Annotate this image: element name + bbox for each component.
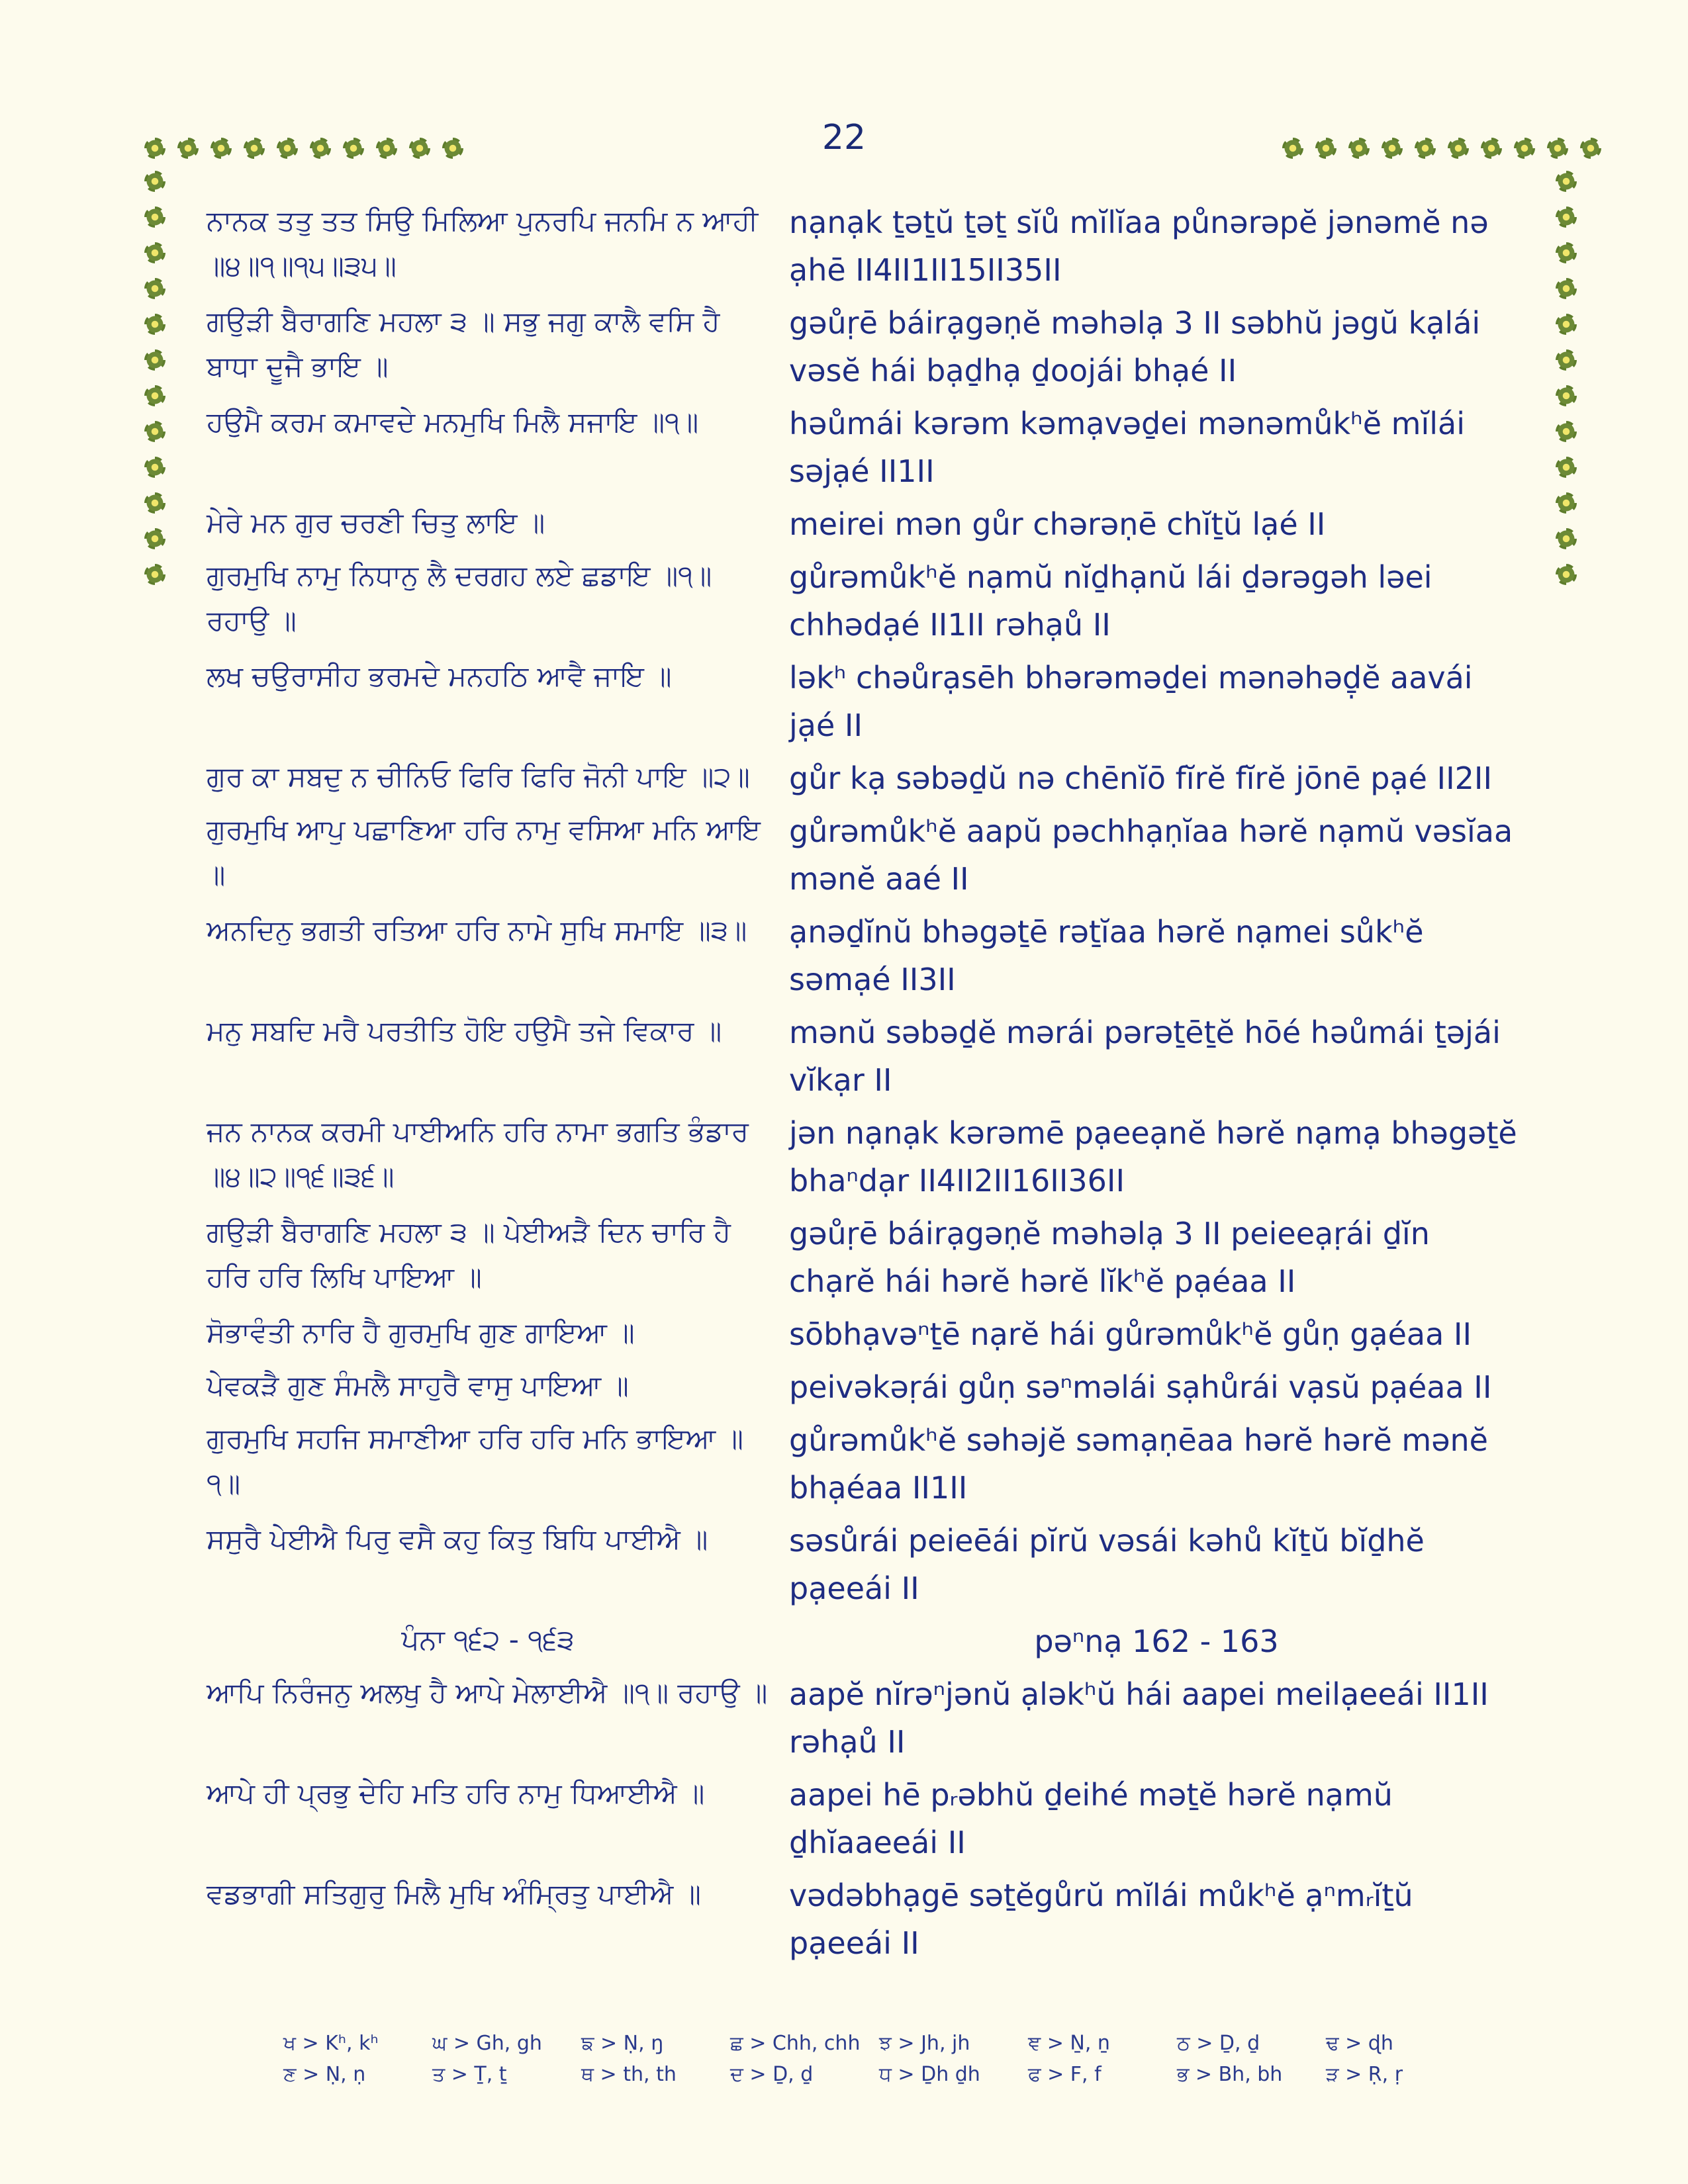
- flower-ornament-icon: [144, 206, 165, 228]
- flower-ornament-icon: [1556, 421, 1577, 442]
- transliteration-text: aapei hē pᵣəbhŭ ḏeihé məṯĕ hərĕ nạmŭ ḏhĭaaeeái II: [789, 1777, 1393, 1860]
- flower-ornament-icon: [1514, 138, 1535, 159]
- verse-row: [207, 1872, 1524, 1967]
- flower-ornament-icon: [1348, 138, 1370, 159]
- page-reference-row: [207, 1617, 1524, 1665]
- flower-ornament-icon: [1556, 278, 1577, 299]
- flower-ornament-icon: [144, 492, 165, 514]
- flower-ornament-icon: [144, 171, 165, 192]
- verse-row: [207, 908, 1524, 1003]
- verse-row: [207, 1009, 1524, 1104]
- flower-ornament-icon: [1448, 138, 1469, 159]
- gurmukhi-text: ਸਸੁਰੈ ਪੇਈਐ ਪਿਰੁ ਵਸੈ ਕਹੁ ਕਿਤੁ ਬਿਧਿ ਪਾਈਐ ॥: [207, 1523, 708, 1555]
- gurmukhi-text: ਸੋਭਾਵੰਤੀ ਨਾਰਿ ਹੈ ਗੁਰਮੁਖਿ ਗੁਣ ਗਾਇਆ ॥: [207, 1316, 635, 1349]
- gurmukhi-text: ਗੁਰਮੁਖਿ ਸਹਜਿ ਸਮਾਣੀਆ ਹਰਿ ਹਰਿ ਮਨਿ ਭਾਇਆ ॥੧॥: [207, 1422, 743, 1500]
- gurmukhi-text: ਆਪੇ ਹੀ ਪ੍ਰਭੁ ਦੇਹਿ ਮਤਿ ਹਰਿ ਨਾਮੁ ਧਿਆਈਐ ॥: [207, 1777, 705, 1809]
- flower-ornament-icon: [177, 138, 199, 159]
- legend-item: ਛ > Chh, chh: [730, 2032, 861, 2055]
- flower-ornament-icon: [1556, 528, 1577, 549]
- flower-ornament-icon: [1556, 564, 1577, 585]
- flower-ornament-icon: [144, 564, 165, 585]
- transliteration-text: ạnəḏĭnŭ bhəgəṯē rəṯĭaa hərĕ nạmei sůkʰĕ səmạé II3II: [789, 914, 1424, 997]
- transliteration-text: gůrəmůkʰĕ aapŭ pəchhạṇĭaa hərĕ nạmŭ vəsĭaa mənĕ aaé II: [789, 813, 1513, 897]
- flower-ornament-icon: [1556, 206, 1577, 228]
- verse-row: [207, 400, 1524, 495]
- legend-item: ਙ > Ṇ, ŋ: [581, 2032, 664, 2055]
- legend-item: ਝ > Jh, jh: [879, 2032, 970, 2055]
- verse-row: [207, 1670, 1524, 1766]
- gurmukhi-text: ਗੁਰਮੁਖਿ ਨਾਮੁ ਨਿਧਾਨੁ ਲੈ ਦਰਗਹ ਲਏ ਛਡਾਇ ॥੧॥ ਰਹਾਉ ॥: [207, 559, 712, 637]
- verse-row: [207, 1210, 1524, 1305]
- transliteration-text: gůr kạ səbəḏŭ nə chēnĭō fĭrĕ fĭrĕ jōnē pạé II2II: [789, 760, 1493, 796]
- flower-ornament-icon: [376, 138, 397, 159]
- legend-item: ਧ > Ḏh ḏh: [879, 2063, 980, 2086]
- flower-ornament-icon: [144, 457, 165, 478]
- gurmukhi-text: ਅਨਦਿਨੁ ਭਗਤੀ ਰਤਿਆ ਹਰਿ ਨਾਮੇ ਸੁਖਿ ਸਮਾਇ ॥੩॥: [207, 914, 747, 946]
- verse-list: [207, 199, 1524, 1972]
- verse-row: [207, 299, 1524, 394]
- transliteration-legend: [283, 2032, 1475, 2094]
- verse-row: [207, 1363, 1524, 1411]
- transliteration-text: aapĕ nĭrəⁿjənŭ ạləkʰŭ hái aapei meilạeeái II1II rəhạů II: [789, 1676, 1489, 1760]
- verse-row: [207, 654, 1524, 749]
- flower-ornament-icon: [1556, 492, 1577, 514]
- transliteration-text: nạnạk ṯəṯŭ ṯəṯ sĭů mĭlĭaa půnərəpĕ jənəmĕ nə ạhē II4II1II15II35II: [789, 205, 1489, 288]
- flower-ornament-icon: [277, 138, 298, 159]
- ornament-top-right: [1282, 138, 1601, 159]
- flower-ornament-icon: [1556, 171, 1577, 192]
- ornament-right-column: [1556, 171, 1577, 585]
- gurmukhi-text: ਮਨੁ ਸਬਦਿ ਮਰੈ ਪਰਤੀਤਿ ਹੋਇ ਹਉਮੈ ਤਜੇ ਵਿਕਾਰ ॥: [207, 1015, 722, 1047]
- legend-item: ਞ > Ṉ, ṉ: [1028, 2032, 1110, 2055]
- flower-ornament-icon: [1556, 457, 1577, 478]
- gurmukhi-text: ਆਪਿ ਨਿਰੰਜਨੁ ਅਲਖੁ ਹੈ ਆਪੇ ਮੇਲਾਈਐ ॥੧॥ ਰਹਾਉ ॥: [207, 1676, 768, 1709]
- flower-ornament-icon: [1556, 314, 1577, 335]
- legend-item: ੜ > Ṛ, ṛ: [1326, 2063, 1403, 2086]
- legend-item: ਭ > Bh, bh: [1177, 2063, 1283, 2086]
- verse-row: [207, 1109, 1524, 1205]
- gurmukhi-text: ਲਖ ਚਉਰਾਸੀਹ ਭਰਮਦੇ ਮਨਹਠਿ ਆਵੈ ਜਾਇ ॥: [207, 660, 672, 692]
- verse-row: [207, 500, 1524, 548]
- flower-ornament-icon: [144, 421, 165, 442]
- legend-item: ਣ > Ṇ, ṇ: [283, 2063, 366, 2086]
- transliteration-text: ləkʰ chəůrạsēh bhərəməḏei mənəhəḏ̣ĕ aavái jạé II: [789, 660, 1473, 743]
- gurmukhi-text: ਗੁਰਮੁਖਿ ਆਪੁ ਪਛਾਣਿਆ ਹਰਿ ਨਾਮੁ ਵਸਿਆ ਮਨਿ ਆਇ ॥: [207, 813, 761, 891]
- flower-ornament-icon: [144, 385, 165, 406]
- transliteration-text: gůrəmůkʰĕ səhəjĕ səmạṇēaa hərĕ hərĕ mənĕ bhạéaa II1II: [789, 1422, 1488, 1506]
- page-number: 22: [821, 118, 867, 158]
- gurmukhi-text: ਗੁਰ ਕਾ ਸਬਦੁ ਨ ਚੀਨਿਓ ਫਿਰਿ ਫਿਰਿ ਜੋਨੀ ਪਾਇ ॥੨॥: [207, 760, 750, 793]
- transliteration-text: gəůṛē báirạgəṇĕ məhəlạ 3 II peieeạṛái ḏĭn chạrĕ hái hərĕ hərĕ lĭkʰĕ pạéaa II: [789, 1216, 1430, 1299]
- transliteration-text: jən nạnạk kərəmē pạeeạnĕ hərĕ nạmạ bhəgəṯĕ bhaⁿdạr II4II2II16II36II: [789, 1115, 1517, 1199]
- flower-ornament-icon: [244, 138, 265, 159]
- flower-ornament-icon: [1282, 138, 1303, 159]
- legend-item: ਘ > Gh, gh: [432, 2032, 542, 2055]
- verse-row: [207, 1517, 1524, 1612]
- gurmukhi-text: ਜਨ ਨਾਨਕ ਕਰਮੀ ਪਾਈਅਨਿ ਹਰਿ ਨਾਮਾ ਭਗਤਿ ਭੰਡਾਰ ॥੪॥੨॥੧੬॥੩੬॥: [207, 1115, 749, 1193]
- flower-ornament-icon: [144, 314, 165, 335]
- legend-row: [283, 2063, 1475, 2086]
- transliteration-text: peivəkəṛái gůṇ səⁿməlái sạhůrái vạsŭ pạéaa II: [789, 1369, 1492, 1405]
- flower-ornament-icon: [144, 278, 165, 299]
- verse-row: [207, 199, 1524, 294]
- transliteration-text: həůmái kərəm kəmạvəḏei mənəmůkʰĕ mĭlái səjạé II1II: [789, 406, 1465, 489]
- gurmukhi-text: ਮੇਰੇ ਮਨ ਗੁਰ ਚਰਣੀ ਚਿਤੁ ਲਾਇ ॥: [207, 506, 545, 539]
- gurmukhi-text: ਗਉੜੀ ਬੈਰਾਗਣਿ ਮਹਲਾ ੩ ॥ ਸਭੁ ਜਗੁ ਕਾਲੈ ਵਸਿ ਹੈ ਬਾਧਾ ਦੂਜੈ ਭਾਇ ॥: [207, 305, 720, 383]
- gurmukhi-text: ਵਡਭਾਗੀ ਸਤਿਗੁਰੁ ਮਿਲੈ ਮੁਖਿ ਅੰਮ੍ਰਿਤੁ ਪਾਈਐ ॥: [207, 1878, 701, 1910]
- flower-ornament-icon: [144, 349, 165, 371]
- transliteration-text: pəⁿnạ 162 - 163: [1034, 1623, 1279, 1659]
- verse-row: [207, 1771, 1524, 1866]
- flower-ornament-icon: [1382, 138, 1403, 159]
- legend-item: ਤ > Ṯ, ṯ: [432, 2063, 507, 2086]
- flower-ornament-icon: [409, 138, 430, 159]
- legend-item: ਦ > Ḏ, ḏ: [730, 2063, 814, 2086]
- transliteration-text: səsůrái peieēái pĭrŭ vəsái kəhů kĭṯŭ bĭḏhĕ pạeeái II: [789, 1523, 1425, 1606]
- flower-ornament-icon: [1415, 138, 1436, 159]
- flower-ornament-icon: [1547, 138, 1568, 159]
- ornament-left-column: [144, 171, 165, 585]
- flower-ornament-icon: [1556, 349, 1577, 371]
- gurmukhi-text: ਪੇਵਕੜੈ ਗੁਣ ਸੰਮਲੈ ਸਾਹੁਰੈ ਵਾਸੁ ਪਾਇਆ ॥: [207, 1369, 629, 1402]
- legend-item: ਢ > ɖh: [1326, 2032, 1393, 2055]
- transliteration-text: vədəbhạgē səṯĕgůrŭ mĭlái můkʰĕ ạⁿmᵣĭṯŭ pạeeái II: [789, 1878, 1413, 1961]
- flower-ornament-icon: [144, 242, 165, 263]
- gurmukhi-text: ਹਉਮੈ ਕਰਮ ਕਮਾਵਦੇ ਮਨਮੁਖਿ ਮਿਲੈ ਸਜਾਇ ॥੧॥: [207, 406, 699, 438]
- transliteration-text: gůrəmůkʰĕ nạmŭ nĭḏhạnŭ lái ḏərəgəh ləei chhədạé II1II rəhạů II: [789, 559, 1432, 643]
- transliteration-text: mənŭ səbəḏĕ mərái pərəṯēṯĕ hōé həůmái ṯəjái vĭkạr II: [789, 1015, 1501, 1098]
- flower-ornament-icon: [310, 138, 331, 159]
- verse-row: [207, 553, 1524, 649]
- gurmukhi-text: ਗਉੜੀ ਬੈਰਾਗਣਿ ਮਹਲਾ ੩ ॥ ਪੇਈਅੜੈ ਦਿਨ ਚਾਰਿ ਹੈ ਹਰਿ ਹਰਿ ਲਿਖਿ ਪਾਇਆ ॥: [207, 1216, 731, 1293]
- ornament-top-left: [144, 138, 463, 159]
- gurmukhi-text: ਨਾਨਕ ਤਤੁ ਤਤ ਸਿਉ ਮਿਲਿਆ ਪੁਨਰਪਿ ਜਨਮਿ ਨ ਆਹੀ ॥੪॥੧॥੧੫॥੩੫॥: [207, 205, 759, 282]
- flower-ornament-icon: [1481, 138, 1502, 159]
- verse-row: [207, 1310, 1524, 1358]
- verse-row: [207, 754, 1524, 802]
- flower-ornament-icon: [1556, 385, 1577, 406]
- legend-item: ਫ > F, f: [1028, 2063, 1102, 2086]
- legend-item: ਖ > Kʰ, kʰ: [283, 2032, 379, 2055]
- flower-ornament-icon: [144, 138, 165, 159]
- transliteration-text: gəůṛē báirạgəṇĕ məhəlạ 3 II səbhŭ jəgŭ kạlái vəsĕ hái bạḏhạ ḏoojái bhạé II: [789, 305, 1481, 388]
- flower-ornament-icon: [343, 138, 364, 159]
- flower-ornament-icon: [442, 138, 463, 159]
- legend-row: [283, 2032, 1475, 2055]
- transliteration-text: meirei mən gůr chərəṇē chĭṯŭ lạé II: [789, 506, 1326, 542]
- gurmukhi-text: ਪੰਨਾ ੧੬੨ - ੧੬੩: [401, 1623, 575, 1656]
- verse-row: [207, 807, 1524, 903]
- flower-ornament-icon: [144, 528, 165, 549]
- transliteration-text: sōbhạvəⁿṯē nạrĕ hái gůrəmůkʰĕ gůṇ gạéaa II: [789, 1316, 1472, 1352]
- flower-ornament-icon: [1315, 138, 1336, 159]
- legend-item: ਠ > Ḏ, ḏ: [1177, 2032, 1260, 2055]
- flower-ornament-icon: [1556, 242, 1577, 263]
- flower-ornament-icon: [1580, 138, 1601, 159]
- flower-ornament-icon: [211, 138, 232, 159]
- verse-row: [207, 1416, 1524, 1512]
- legend-item: ਥ > th, th: [581, 2063, 677, 2086]
